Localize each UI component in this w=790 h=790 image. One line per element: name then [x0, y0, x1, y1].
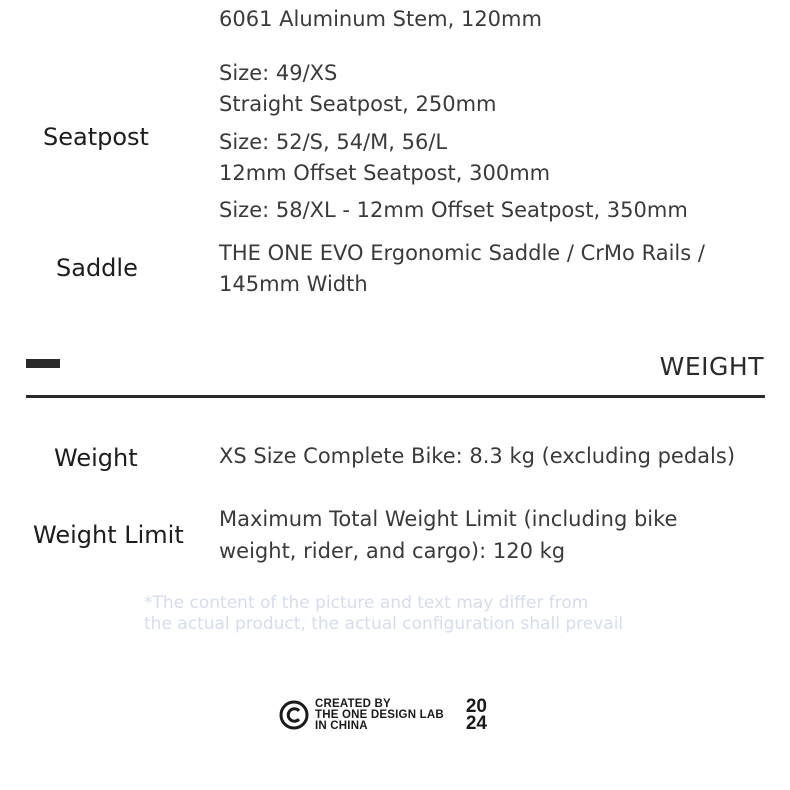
disclaimer-line-1: *The content of the picture and text may differ from — [144, 593, 589, 613]
footer-line-1: CREATED BY — [315, 697, 391, 710]
weight-limit-label: Weight Limit — [33, 521, 184, 549]
footer-year — [466, 698, 487, 732]
seatpost-line-4: 12mm Offset Seatpost, 300mm — [219, 161, 551, 185]
seatpost-line-3: Size: 52/S, 54/M, 56/L — [219, 130, 448, 154]
seatpost-line-1: Size: 49/XS — [219, 61, 338, 85]
copyright-icon — [279, 700, 309, 730]
saddle-label: Saddle — [56, 254, 138, 282]
footer-line-2: THE ONE DESIGN LAB — [315, 708, 444, 721]
footer-text — [315, 699, 444, 732]
section-divider — [26, 395, 765, 398]
seatpost-line-2: Straight Seatpost, 250mm — [219, 92, 497, 116]
section-title-weight: WEIGHT — [659, 352, 764, 381]
disclaimer — [144, 593, 623, 635]
weight-limit-line-1: Maximum Total Weight Limit (including bike — [219, 507, 678, 531]
seatpost-label: Seatpost — [43, 123, 149, 151]
footer-year-top: 20 — [465, 696, 487, 717]
weight-limit-line-2: weight, rider, and cargo): 120 kg — [219, 539, 566, 563]
seatpost-line-5: Size: 58/XL - 12mm Offset Seatpost, 350mm — [219, 198, 688, 222]
stem-value: 6061 Aluminum Stem, 120mm — [219, 7, 542, 31]
weight-value: XS Size Complete Bike: 8.3 kg (excluding pedals) — [219, 444, 736, 468]
footer-credit — [279, 698, 487, 732]
saddle-line-2: 145mm Width — [219, 272, 368, 296]
section-marker-bar — [26, 359, 60, 368]
footer-year-bottom: 24 — [465, 713, 487, 734]
weight-label: Weight — [54, 444, 138, 472]
saddle-line-1: THE ONE EVO Ergonomic Saddle / CrMo Rails / — [219, 241, 705, 265]
disclaimer-line-2: the actual product, the actual configuration shall prevail — [144, 614, 624, 634]
footer-line-3: IN CHINA — [315, 719, 368, 732]
